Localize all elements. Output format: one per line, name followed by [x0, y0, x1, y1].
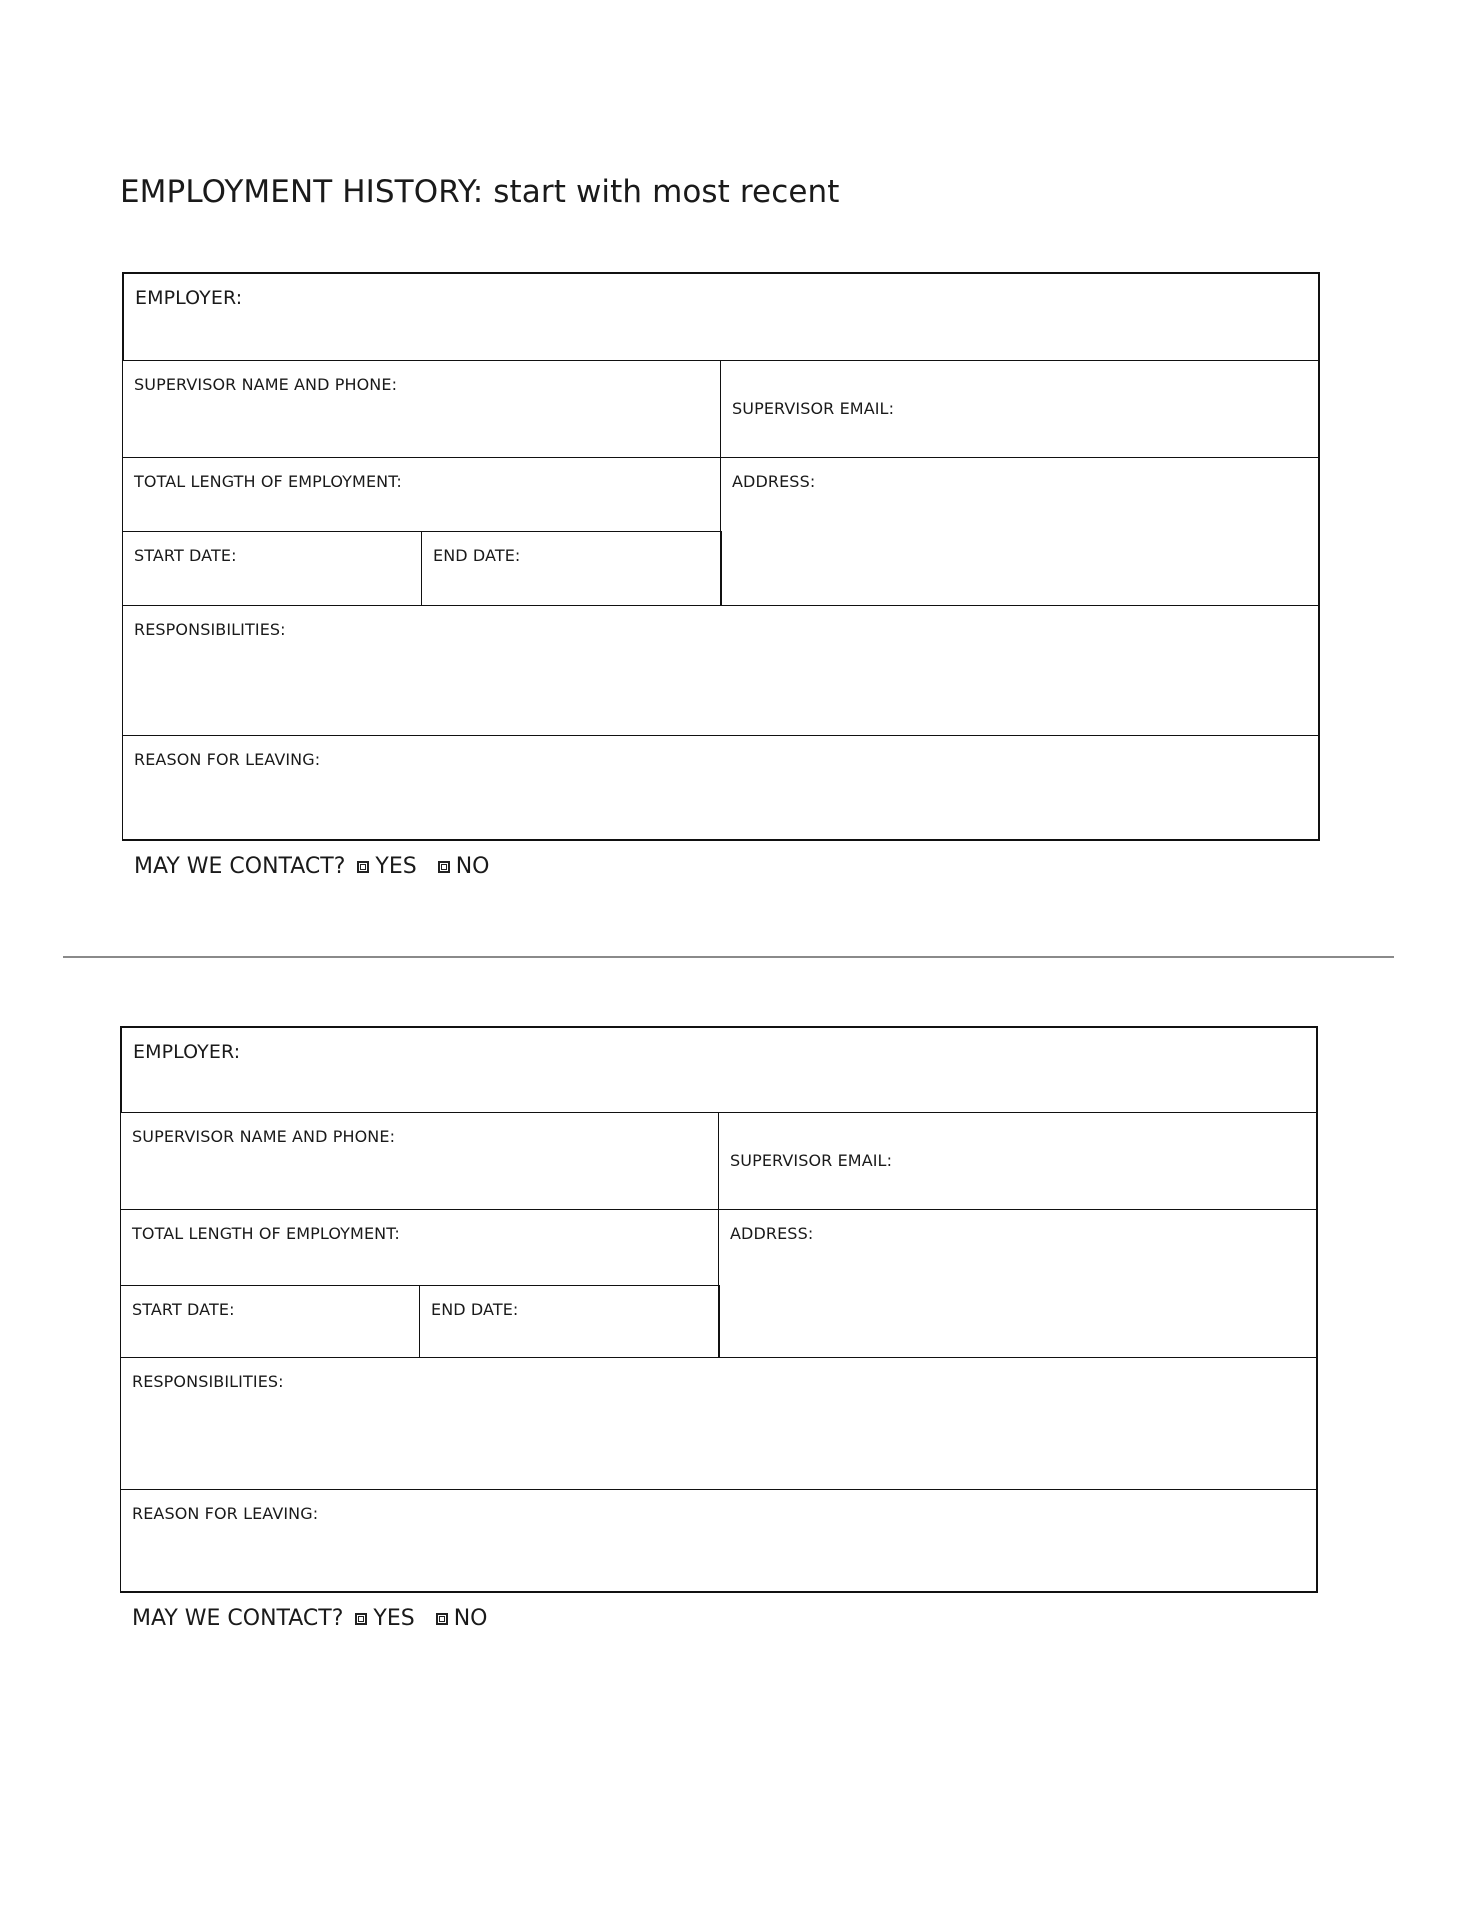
address-field[interactable] — [720, 457, 1320, 607]
supervisor-name-phone-field[interactable] — [122, 360, 722, 459]
start-date-label: START DATE: — [134, 546, 237, 565]
supervisor-name-phone-field[interactable] — [120, 1112, 720, 1211]
end-date-label: END DATE: — [431, 1300, 519, 1319]
contact-yes-label: YES — [373, 1606, 415, 1631]
responsibilities-label: RESPONSIBILITIES: — [134, 620, 286, 639]
supervisor-name-phone-label: SUPERVISOR NAME AND PHONE: — [134, 375, 398, 394]
contact-no-label: NO — [453, 1606, 488, 1631]
contact-no-option[interactable] — [438, 854, 490, 879]
employment-block-2 — [120, 1026, 1318, 1631]
responsibilities-label: RESPONSIBILITIES: — [132, 1372, 284, 1391]
may-we-contact-label: MAY WE CONTACT? — [132, 1606, 344, 1631]
responsibilities-field[interactable] — [122, 605, 1320, 737]
contact-yes-option[interactable] — [355, 1606, 414, 1631]
end-date-field[interactable] — [421, 531, 722, 607]
supervisor-email-field[interactable] — [718, 1112, 1318, 1211]
employer-field[interactable] — [122, 272, 1320, 362]
section-divider — [63, 956, 1394, 958]
total-length-field[interactable] — [122, 457, 722, 533]
supervisor-email-field[interactable] — [720, 360, 1320, 459]
may-we-contact-row — [134, 854, 511, 879]
checkbox-icon[interactable] — [355, 1613, 367, 1625]
employment-block-1 — [122, 272, 1320, 879]
end-date-label: END DATE: — [433, 546, 521, 565]
reason-for-leaving-label: REASON FOR LEAVING: — [132, 1504, 319, 1523]
address-label: ADDRESS: — [732, 472, 816, 491]
checkbox-icon[interactable] — [357, 861, 369, 873]
supervisor-email-label: SUPERVISOR EMAIL: — [732, 399, 895, 418]
may-we-contact-row — [132, 1606, 509, 1631]
end-date-field[interactable] — [419, 1285, 720, 1359]
responsibilities-field[interactable] — [120, 1357, 1318, 1491]
start-date-field[interactable] — [122, 531, 423, 607]
may-we-contact-label: MAY WE CONTACT? — [134, 854, 346, 879]
address-label: ADDRESS: — [730, 1224, 814, 1243]
checkbox-icon[interactable] — [436, 1613, 448, 1625]
total-length-field[interactable] — [120, 1209, 720, 1287]
total-length-label: TOTAL LENGTH OF EMPLOYMENT: — [134, 472, 402, 491]
reason-for-leaving-field[interactable] — [122, 735, 1320, 841]
contact-yes-label: YES — [375, 854, 417, 879]
employer-field[interactable] — [120, 1026, 1318, 1114]
reason-for-leaving-label: REASON FOR LEAVING: — [134, 750, 321, 769]
supervisor-email-label: SUPERVISOR EMAIL: — [730, 1151, 893, 1170]
contact-no-option[interactable] — [436, 1606, 488, 1631]
checkbox-icon[interactable] — [438, 861, 450, 873]
reason-for-leaving-field[interactable] — [120, 1489, 1318, 1593]
employer-label: EMPLOYER: — [135, 287, 243, 309]
start-date-field[interactable] — [120, 1285, 421, 1359]
start-date-label: START DATE: — [132, 1300, 235, 1319]
total-length-label: TOTAL LENGTH OF EMPLOYMENT: — [132, 1224, 400, 1243]
contact-yes-option[interactable] — [357, 854, 416, 879]
employer-label: EMPLOYER: — [133, 1041, 241, 1063]
address-field[interactable] — [718, 1209, 1318, 1359]
supervisor-name-phone-label: SUPERVISOR NAME AND PHONE: — [132, 1127, 396, 1146]
page-title: EMPLOYMENT HISTORY: start with most recent — [120, 174, 840, 210]
contact-no-label: NO — [455, 854, 490, 879]
